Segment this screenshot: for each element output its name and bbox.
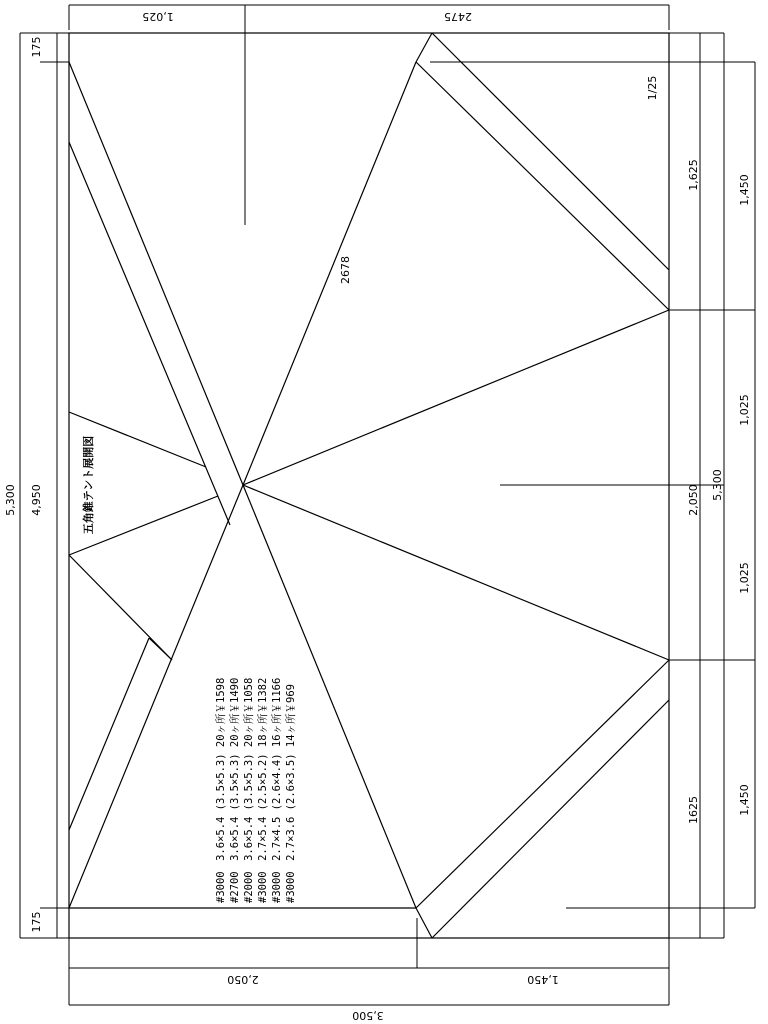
fabric-row: #2700 3.6×5.4 (3.5×5.3) 20ヶ所￥1490 xyxy=(229,677,241,903)
drawing-title: 五角錐テント展開図 xyxy=(82,435,95,535)
fabric-row: #3000 3.6×5.4 (3.5×5.3) 20ヶ所￥1598 xyxy=(215,677,227,903)
dim-left-top-margin: 175 xyxy=(30,36,43,58)
dim-right-a-middle: 2,050 xyxy=(687,484,700,516)
dim-right-b-center: 5,300 xyxy=(711,469,724,501)
dim-right-c-top: 1,450 xyxy=(738,174,751,206)
dim-right-c-bottom: 1,450 xyxy=(738,784,751,816)
dim-left-bottom-margin: 175 xyxy=(30,911,43,933)
fabric-row: #2000 3.6×5.4 (3.5×5.3) 20ヶ所￥1058 xyxy=(243,677,255,903)
dimension-frames xyxy=(20,5,755,1005)
dim-bottom-left: 2,050 xyxy=(227,973,259,986)
seam-length-label: 2678 xyxy=(339,256,352,284)
dim-top-right: 2475 xyxy=(444,10,472,23)
fabric-row: #3000 2.7×3.6 (2.6×3.5) 14ヶ所￥969 xyxy=(285,683,297,903)
dim-right-a-top: 1,625 xyxy=(687,159,700,191)
dim-right-a-bottom: 1625 xyxy=(687,796,700,824)
dim-right-c-mid1: 1,025 xyxy=(738,394,751,426)
scale-label: 1/25 xyxy=(646,75,659,101)
dim-left-total: 5,300 xyxy=(4,484,17,516)
fabric-row: #3000 2.7×5.4 (2.5×5.2) 18ヶ所￥1382 xyxy=(257,677,269,903)
dim-left-inner: 4,950 xyxy=(30,484,43,516)
dim-right-c-mid2: 1,025 xyxy=(738,562,751,594)
fabric-table xyxy=(215,678,297,903)
dim-top-left: 1,025 xyxy=(142,10,174,23)
dim-bottom-right: 1,450 xyxy=(527,973,559,986)
dimension-labels xyxy=(4,10,751,1022)
fabric-row: #3000 2.7×4.5 (2.6×4.4) 16ヶ所￥1166 xyxy=(271,677,283,903)
dim-bottom-total: 3,500 xyxy=(352,1009,384,1022)
